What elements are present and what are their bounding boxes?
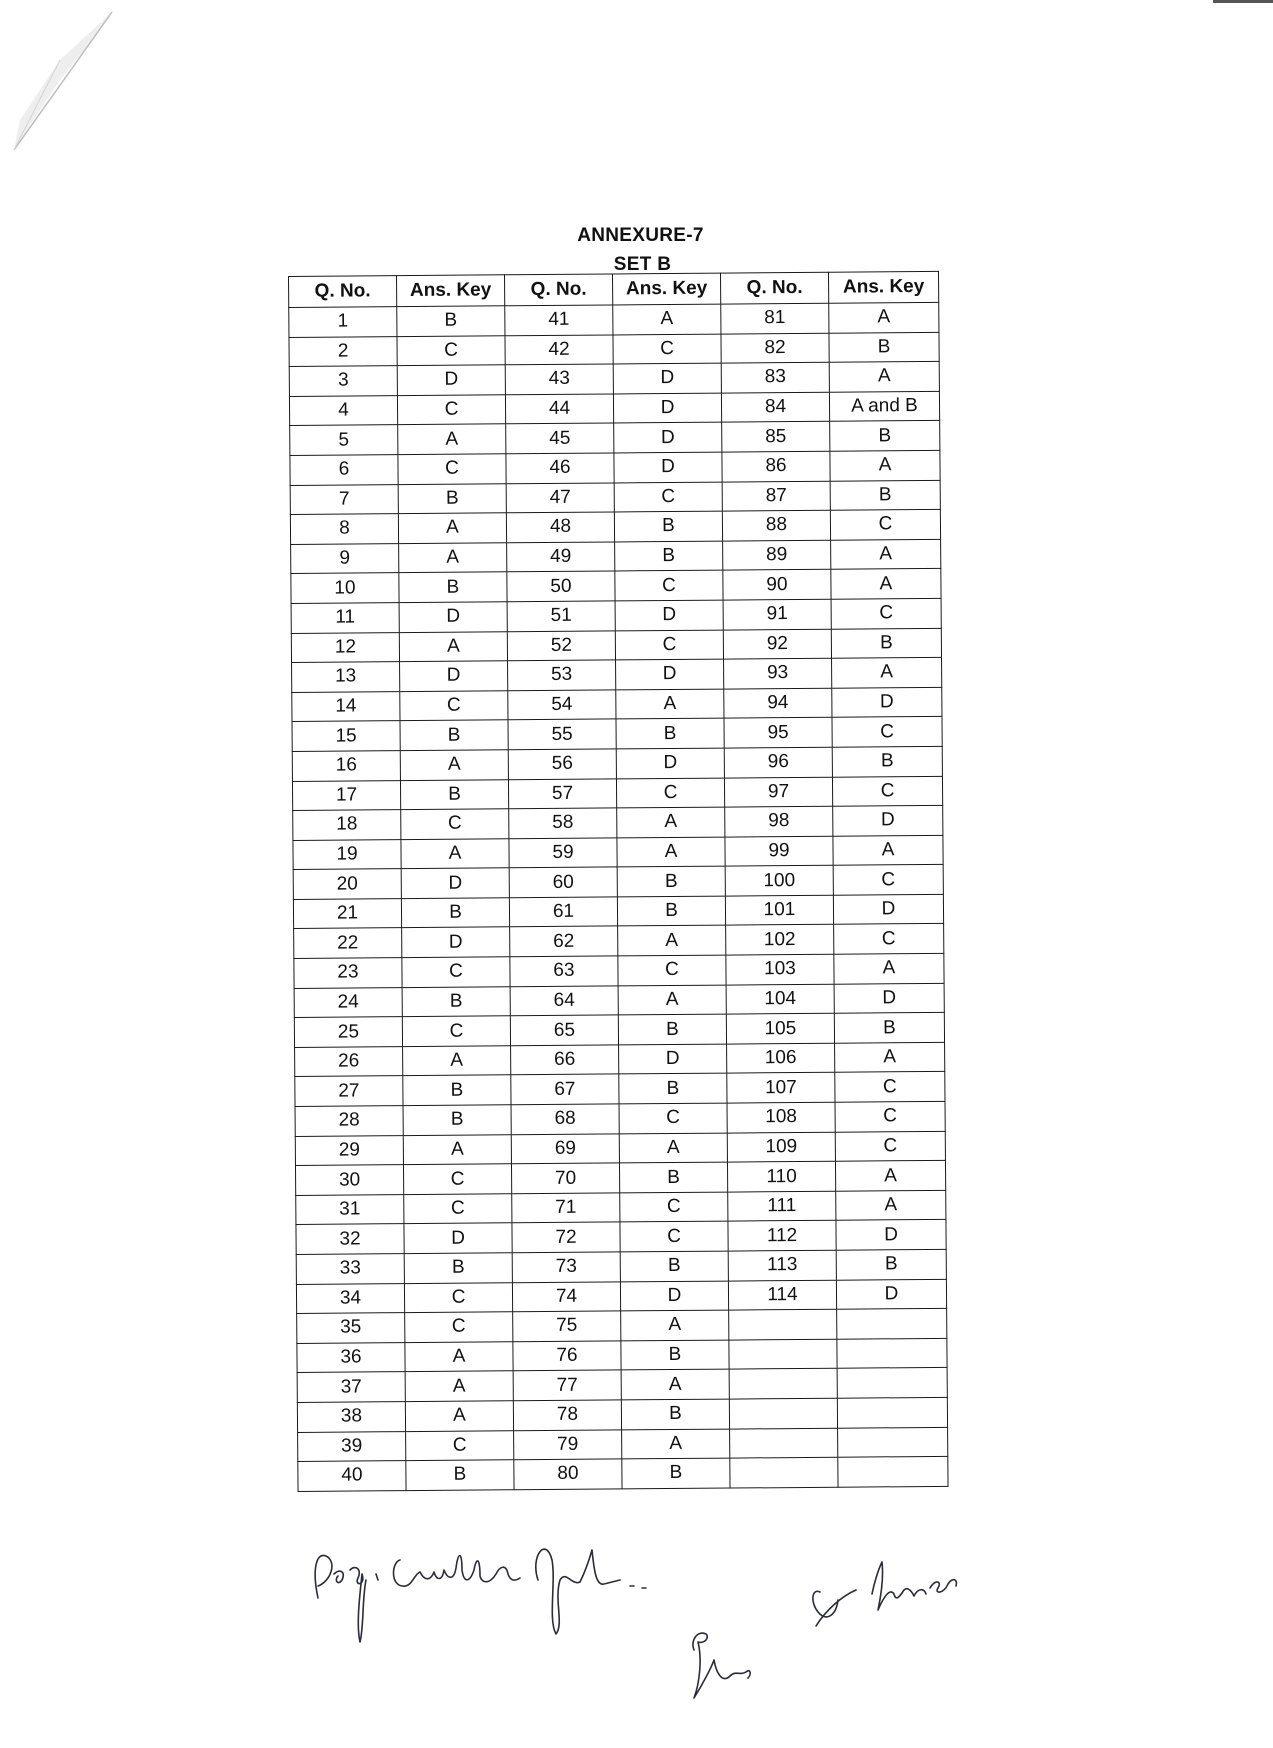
question-number-cell: 114 [728, 1280, 836, 1310]
question-number-cell: 88 [722, 510, 830, 540]
question-number-cell: 4 [289, 395, 397, 425]
question-number-cell: 29 [295, 1135, 403, 1165]
question-number-cell: 43 [505, 364, 613, 394]
question-number-cell: 49 [507, 542, 615, 572]
answer-key-cell: A [829, 302, 939, 332]
answer-key-cell: A [831, 569, 941, 599]
question-number-cell: 34 [296, 1283, 404, 1313]
question-number-cell: 3 [289, 366, 397, 396]
question-number-cell: 100 [725, 866, 833, 896]
question-number-cell: 53 [508, 660, 616, 690]
question-number-cell: 33 [296, 1254, 404, 1284]
header-question-number: Q. No. [720, 272, 828, 304]
question-number-cell: 92 [723, 629, 831, 659]
answer-key-cell: A [616, 689, 724, 719]
question-number-cell: 30 [295, 1165, 403, 1195]
answer-key-cell: A [405, 1342, 513, 1372]
answer-key-cell: B [617, 866, 725, 896]
answer-key-cell: D [833, 894, 943, 924]
answer-key-cell: D [400, 661, 508, 691]
question-number-cell: 108 [727, 1102, 835, 1132]
answer-key-cell: C [402, 1016, 510, 1046]
question-number-cell: 110 [727, 1161, 835, 1191]
question-number-cell: 91 [723, 599, 831, 629]
answer-key-cell: C [402, 957, 510, 987]
answer-key-cell: B [399, 572, 507, 602]
answer-key-cell: C [832, 717, 942, 747]
answer-key-cell: D [833, 805, 943, 835]
answer-key-cell: D [836, 1279, 946, 1309]
question-number-cell: 32 [296, 1224, 404, 1254]
answer-key-cell: A and B [829, 391, 939, 421]
question-number-cell: 66 [511, 1045, 619, 1075]
answer-key-cell: B [836, 1249, 946, 1279]
question-number-cell: 83 [721, 362, 829, 392]
signatures-area [0, 1530, 1273, 1730]
question-number-cell: 111 [728, 1191, 836, 1221]
question-number-cell: 6 [290, 455, 398, 485]
answer-key-cell: D [613, 363, 721, 393]
question-number-cell: 80 [514, 1459, 622, 1489]
question-number-cell [729, 1398, 837, 1428]
question-number-cell: 94 [724, 688, 832, 718]
answer-key-cell: A [619, 1133, 727, 1163]
question-number-cell: 98 [725, 806, 833, 836]
header-answer-key: Ans. Key [612, 273, 720, 305]
signature-mark [693, 1633, 750, 1698]
answer-key-cell: B [403, 1075, 511, 1105]
answer-key-cell: A [618, 985, 726, 1015]
question-number-cell: 68 [511, 1104, 619, 1134]
question-number-cell: 52 [507, 630, 615, 660]
answer-key-cell: D [620, 1281, 728, 1311]
question-number-cell: 50 [507, 571, 615, 601]
question-number-cell: 104 [726, 984, 834, 1014]
question-number-cell: 22 [294, 928, 402, 958]
answer-key-cell: C [619, 1103, 727, 1133]
question-number-cell: 82 [721, 333, 829, 363]
question-number-cell: 87 [722, 481, 830, 511]
answer-key-cell: D [616, 748, 724, 778]
answer-key-cell: D [397, 365, 505, 395]
answer-key-cell: A [835, 1161, 945, 1191]
answer-key-cell: A [836, 1190, 946, 1220]
answer-key-cell: D [614, 452, 722, 482]
question-number-cell: 11 [291, 603, 399, 633]
question-number-cell: 1 [289, 307, 397, 337]
question-number-cell: 84 [721, 392, 829, 422]
question-number-cell: 95 [724, 718, 832, 748]
question-number-cell: 89 [723, 540, 831, 570]
answer-key-cell: A [621, 1310, 729, 1340]
question-number-cell: 38 [297, 1402, 405, 1432]
answer-key-cell: C [398, 454, 506, 484]
question-number-cell: 23 [294, 958, 402, 988]
question-number-cell: 7 [290, 484, 398, 514]
signature-mark [813, 1562, 956, 1626]
answer-key-cell: B [406, 1460, 514, 1490]
document-subtitle: SET B [613, 254, 672, 275]
question-number-cell: 46 [506, 453, 614, 483]
question-number-cell: 37 [297, 1372, 405, 1402]
answer-key-cell: B [615, 541, 723, 571]
question-number-cell: 70 [511, 1163, 619, 1193]
question-number-cell: 61 [509, 897, 617, 927]
answer-key-cell: D [619, 1044, 727, 1074]
answer-key-cell: B [402, 986, 510, 1016]
answer-key-cell: D [834, 983, 944, 1013]
question-number-cell: 44 [505, 394, 613, 424]
answer-key-cell: C [835, 1101, 945, 1131]
question-number-cell [729, 1309, 837, 1339]
answer-key-cell: A [398, 513, 506, 543]
answer-key-cell: B [614, 511, 722, 541]
answer-key-cell: B [397, 306, 505, 336]
question-number-cell: 55 [508, 719, 616, 749]
answer-key-cell: B [621, 1340, 729, 1370]
answer-key-cell: C [403, 1164, 511, 1194]
answer-key-cell: B [621, 1399, 729, 1429]
question-number-cell: 35 [297, 1313, 405, 1343]
answer-key-cell: D [402, 927, 510, 957]
signature-mark [536, 1549, 646, 1634]
question-number-cell: 72 [512, 1222, 620, 1252]
answer-key-cell: A [833, 835, 943, 865]
answer-key-cell: B [829, 332, 939, 362]
question-number-cell: 112 [728, 1221, 836, 1251]
question-number-cell: 102 [726, 925, 834, 955]
question-number-cell: 21 [293, 899, 401, 929]
answer-key-cell: B [831, 628, 941, 658]
answer-key-cell: B [398, 483, 506, 513]
answer-key-cell: D [399, 602, 507, 632]
question-number-cell: 106 [727, 1043, 835, 1073]
question-number-cell: 14 [292, 691, 400, 721]
answer-key-cell: C [614, 482, 722, 512]
question-number-cell: 57 [508, 778, 616, 808]
question-number-cell: 58 [509, 808, 617, 838]
answer-key-cell: C [834, 924, 944, 954]
question-number-cell [730, 1457, 838, 1487]
question-number-cell: 54 [508, 690, 616, 720]
question-number-cell: 93 [724, 658, 832, 688]
question-number-cell: 2 [289, 336, 397, 366]
question-number-cell: 113 [728, 1250, 836, 1280]
question-number-cell: 105 [726, 1013, 834, 1043]
answer-key-cell: B [622, 1458, 730, 1488]
answer-key-cell [837, 1368, 947, 1398]
question-number-cell: 12 [291, 632, 399, 662]
question-number-cell [730, 1428, 838, 1458]
answer-key-cell: C [397, 335, 505, 365]
answer-key-cell: B [830, 480, 940, 510]
table-header-row [289, 271, 939, 307]
question-number-cell: 48 [506, 512, 614, 542]
question-number-cell: 67 [511, 1074, 619, 1104]
question-number-cell: 69 [511, 1134, 619, 1164]
question-number-cell: 25 [294, 1017, 402, 1047]
answer-key-cell: D [832, 687, 942, 717]
question-number-cell: 103 [726, 954, 834, 984]
question-number-cell: 90 [723, 570, 831, 600]
answer-key-cell: A [405, 1371, 513, 1401]
answer-key-cell: C [615, 630, 723, 660]
answer-key-cell: A [834, 953, 944, 983]
answer-key-cell: C [835, 1072, 945, 1102]
question-number-cell: 41 [505, 305, 613, 335]
answer-key-cell: A [835, 1042, 945, 1072]
question-number-cell: 15 [292, 721, 400, 751]
answer-key-cell: C [397, 395, 505, 425]
question-number-cell [729, 1369, 837, 1399]
answer-key-cell: B [619, 1162, 727, 1192]
answer-key-cell: D [401, 868, 509, 898]
answer-key-cell: A [399, 631, 507, 661]
question-number-cell: 13 [292, 662, 400, 692]
question-number-cell: 107 [727, 1073, 835, 1103]
answer-key-cell: A [617, 807, 725, 837]
question-number-cell: 109 [727, 1132, 835, 1162]
answer-key-cell: A [400, 750, 508, 780]
answer-key-cell: B [616, 718, 724, 748]
question-number-cell: 63 [510, 956, 618, 986]
header-question-number: Q. No. [289, 276, 397, 308]
answer-key-cell: A [403, 1046, 511, 1076]
question-number-cell: 16 [292, 751, 400, 781]
answer-key-cell: A [401, 838, 509, 868]
page-edge-mark [1213, 0, 1273, 8]
answer-key-table [288, 271, 949, 1492]
answer-key-cell: B [400, 779, 508, 809]
question-number-cell: 101 [725, 895, 833, 925]
question-number-cell: 96 [724, 747, 832, 777]
header-answer-key: Ans. Key [828, 271, 938, 303]
question-number-cell: 17 [292, 780, 400, 810]
page-corner-fold [0, 0, 130, 160]
answer-key-cell: D [404, 1223, 512, 1253]
question-number-cell: 36 [297, 1342, 405, 1372]
answer-key-cell: C [404, 1194, 512, 1224]
answer-key-cell: C [620, 1192, 728, 1222]
answer-key-cell: A [617, 837, 725, 867]
question-number-cell: 28 [295, 1106, 403, 1136]
question-number-cell: 19 [293, 839, 401, 869]
answer-key-cell [837, 1338, 947, 1368]
table-row [298, 1457, 948, 1492]
answer-key-cell: B [620, 1251, 728, 1281]
answer-key-sheet [288, 271, 948, 1492]
question-number-cell: 51 [507, 601, 615, 631]
answer-key-cell: C [833, 865, 943, 895]
question-number-cell: 77 [513, 1370, 621, 1400]
answer-key-cell: D [615, 600, 723, 630]
question-number-cell: 74 [512, 1282, 620, 1312]
answer-key-cell [837, 1397, 947, 1427]
question-number-cell: 24 [294, 987, 402, 1017]
question-number-cell: 60 [509, 867, 617, 897]
question-number-cell: 5 [290, 425, 398, 455]
question-number-cell: 81 [721, 303, 829, 333]
question-number-cell: 75 [513, 1311, 621, 1341]
question-number-cell: 39 [298, 1431, 406, 1461]
answer-key-cell: B [618, 1014, 726, 1044]
question-number-cell: 76 [513, 1341, 621, 1371]
answer-key-cell: C [620, 1221, 728, 1251]
answer-key-cell: C [613, 334, 721, 364]
question-number-cell: 79 [514, 1429, 622, 1459]
answer-key-cell: C [405, 1312, 513, 1342]
question-number-cell: 40 [298, 1461, 406, 1491]
question-number-cell: 31 [296, 1194, 404, 1224]
header-answer-key: Ans. Key [397, 275, 505, 307]
question-number-cell: 65 [510, 1015, 618, 1045]
answer-key-cell: C [406, 1430, 514, 1460]
question-number-cell: 47 [506, 483, 614, 513]
answer-key-cell: A [622, 1429, 730, 1459]
answer-key-cell: B [619, 1074, 727, 1104]
signature-mark [394, 1556, 521, 1587]
question-number-cell: 71 [512, 1193, 620, 1223]
question-number-cell: 26 [295, 1046, 403, 1076]
question-number-cell: 10 [291, 573, 399, 603]
question-number-cell: 27 [295, 1076, 403, 1106]
answer-key-cell: D [616, 659, 724, 689]
answer-key-cell [838, 1457, 948, 1487]
answer-key-cell: C [618, 955, 726, 985]
answer-key-cell: C [615, 570, 723, 600]
answer-key-cell: D [613, 393, 721, 423]
answer-key-cell: B [403, 1105, 511, 1135]
answer-key-cell: B [830, 421, 940, 451]
answer-key-cell: C [404, 1282, 512, 1312]
question-number-cell: 78 [513, 1400, 621, 1430]
question-number-cell: 99 [725, 836, 833, 866]
answer-key-cell: B [617, 896, 725, 926]
answer-key-cell: A [618, 926, 726, 956]
answer-key-cell: D [836, 1220, 946, 1250]
question-number-cell: 73 [512, 1252, 620, 1282]
answer-key-cell: A [398, 424, 506, 454]
answer-key-cell: A [613, 304, 721, 334]
answer-key-cell: C [835, 1131, 945, 1161]
signature-mark [315, 1555, 378, 1642]
question-number-cell: 97 [724, 777, 832, 807]
answer-key-cell: A [829, 362, 939, 392]
answer-key-cell: C [616, 778, 724, 808]
answer-key-cell: C [830, 510, 940, 540]
question-number-cell: 9 [291, 543, 399, 573]
answer-key-cell: B [400, 720, 508, 750]
question-number-cell: 8 [290, 514, 398, 544]
answer-key-cell: C [832, 776, 942, 806]
answer-key-cell: B [834, 1013, 944, 1043]
question-number-cell: 56 [508, 749, 616, 779]
answer-key-cell: C [400, 691, 508, 721]
answer-key-cell: A [403, 1134, 511, 1164]
answer-key-cell: D [614, 422, 722, 452]
answer-key-cell: A [405, 1401, 513, 1431]
question-number-cell: 59 [509, 838, 617, 868]
question-number-cell: 45 [506, 423, 614, 453]
answer-key-cell: C [831, 598, 941, 628]
answer-key-cell: A [621, 1369, 729, 1399]
header-question-number: Q. No. [504, 274, 612, 306]
question-number-cell: 18 [293, 810, 401, 840]
answer-key-cell: A [832, 658, 942, 688]
document-title: ANNEXURE-7 [577, 225, 704, 246]
answer-key-cell: C [401, 809, 509, 839]
question-number-cell: 86 [722, 451, 830, 481]
answer-key-cell [837, 1309, 947, 1339]
answer-key-cell: B [404, 1253, 512, 1283]
answer-key-cell: A [830, 450, 940, 480]
table-body [289, 302, 948, 1491]
question-number-cell [729, 1339, 837, 1369]
question-number-cell: 20 [293, 869, 401, 899]
answer-key-cell: B [832, 746, 942, 776]
question-number-cell: 85 [722, 422, 830, 452]
answer-key-cell: B [401, 898, 509, 928]
answer-key-cell: A [399, 543, 507, 573]
question-number-cell: 62 [510, 926, 618, 956]
answer-key-cell [838, 1427, 948, 1457]
question-number-cell: 42 [505, 335, 613, 365]
question-number-cell: 64 [510, 986, 618, 1016]
answer-key-cell: A [831, 539, 941, 569]
